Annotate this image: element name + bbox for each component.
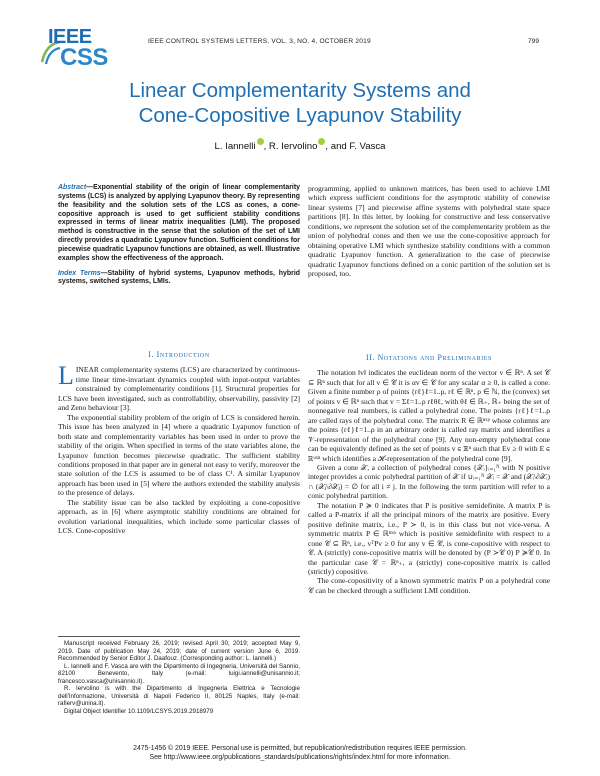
title-line-2: Cone-Copositive Lyapunov Stability (138, 104, 462, 127)
title-line-1: Linear Complementarity Systems and (129, 79, 471, 102)
abstract-text: —Exponential stability of the origin of linear complementarity systems (LCS) is analyzed by applying Lyapunov theory. By representing the feasibility and the solution sets of the LCS as cones, a cone-copositive approach is used to get sufficient stability conditions expressed in terms of linear matrix inequalities (LMI). The proposed method is constructive in the sense that the solution of the set of LMI directly provides a quadratic Lyapunov function. Sufficient conditions for piecewise quadratic Lyapunov functions are obtained, as well. Illustrative examples show the effectiveness of the approach. (58, 184, 300, 262)
index-terms (58, 270, 300, 288)
abstract (58, 184, 300, 287)
paragraph: programming, applied to unknown matrices, has been used to achieve LMI which express sufficient conditions for the asymptotic stability of conewise linear systems [7] and piecewise affine systems with polyhedral state space partitions [8]. In this letter, by looking for constructive and less conservative conditions, we represent the solution set of the complementarity problem as the union of polyhedral cones and then we use the cone-copositive approach for obtaining operative LMI which synthesize stability conditions with a common quadratic Lyapunov function. A generalization to the case of piecewise quadratic Lyapunov functions defined on a conic partition of the solution set is proposed, too. (308, 184, 550, 279)
paragraph: The notation P ≽ 0 indicates that P is positive semidefinite. A matrix P is called a P-matrix if all the principal minors of the matrix are positive. Every positive definite matrix, i.e., P ≻ 0, is in this class but not vice-versa. A symmetric matrix P ∈ ℝⁿˣⁿ which is positive semidefinite with respect to a cone 𝒞 ⊆ ℝⁿ, i.e., vᵀPv ≥ 0 for any v ∈ 𝒞, is cone-copositive with respect to 𝒞. A (strictly) cone-copositive matrix will be denoted by (P ≻𝒞 0) P ≽𝒞 0. In the particular case 𝒞 = ℝⁿ₊, a (strictly) cone-copositive matrix is called (strictly) copositive. (308, 500, 550, 576)
section-introduction (58, 350, 300, 536)
footnote-affiliation-2: R. Iervolino is with the Dipartimento di Ingegneria Elettrica e Tecnologie dell'Informazione, Università di Napoli Federico II, 80125 Naples, Italy (e-mail: rafierv@unina.it). (58, 685, 300, 707)
paper-title (40, 78, 560, 128)
orcid-icon[interactable] (257, 138, 264, 145)
paragraph: Given a cone 𝒳, a collection of polyhedral cones {𝒳ᵢ}ᵢ₌₁ᴺ with N positive integer provides a conic polyhedral partition of 𝒳 if ∪ᵢ₌₁ᴺ 𝒳ᵢ = 𝒳 and (𝒳ᵢ\∂𝒳ᵢ) ∩ (𝒳ⱼ\∂𝒳ⱼ) = ∅ for all i ≠ j. In the following the term partition will refer to a conic polyhedral partition. (308, 462, 550, 501)
page-number: 799 (528, 38, 540, 45)
paragraph-text: INEAR complementarity systems (LCS) are characterized by continuous-time linear time-invariant dynamics coupled with input-output variables constrained by complementarity conditions [1]. Structural properties for LCS have been investigated, such as controllability, observability, passivity [2] and Zeno behaviour [3]. (58, 365, 300, 413)
author-1: L. Iannelli (214, 141, 256, 153)
author-3: , and F. Vasca (325, 141, 386, 153)
section-heading: I. Introduction (148, 350, 210, 359)
copyright-line-2[interactable]: See http://www.ieee.org/publications_standards/publications/rights/index.html for more information. (149, 754, 451, 761)
section-notations (308, 353, 550, 595)
footnotes (58, 640, 300, 715)
author-list (40, 138, 560, 152)
footnote-manuscript: Manuscript received February 26, 2019; revised April 30, 2019; accepted May 9, 2019. Date of publication May 24, 2019; date of current version June 6, 2019. Recommended by Senior Editor J. Daafouz. (Corresponding author: L. Iannelli.) (58, 640, 300, 662)
footnote-doi[interactable]: Digital Object Identifier 10.1109/LCSYS.2019.2918979 (64, 707, 214, 715)
paragraph: The cone-copositivity of a known symmetric matrix P on a polyhedral cone 𝒞 can be checked through a sufficient LMI condition. (308, 576, 550, 595)
paragraph: The notation ‖v‖ indicates the euclidean norm of the vector v ∈ ℝⁿ. A set 𝒞 ⊆ ℝⁿ such that for all v ∈ 𝒞 it is αv ∈ 𝒞 for any scalar α ≥ 0, is called a cone. Given a finite number ρ of points {rℓ}ℓ=1..ρ, rℓ ∈ ℝⁿ, ρ ∈ ℕ, the (convex) set of points v ∈ ℝⁿ such that v = Σℓ=1..ρ rℓθℓ, with θℓ ∈ ℝ₊, ℝ₊ being the set of nonnegative real numbers, is called a polyhedral cone. The points {rℓ}ℓ=1..ρ are called rays of the polyhedral cone. The matrix R ∈ ℝⁿˣᵖ whose columns are the points {rℓ}ℓ=1..ρ in an arbitrary order is called ray matrix and identifies a 𝒱-representation of the polyhedral cone [9]. Any non-empty polyhedral cone can be equivalently defined as the set of points v ∈ ℝⁿ such that Ev ≥ 0 with E ∈ ℝᵘˣⁿ which identifies a ℋ-representation of the polyhedral cone [9]. (308, 368, 550, 463)
ieee-css-logo (40, 26, 110, 70)
running-head: IEEE CONTROL SYSTEMS LETTERS, VOL. 3, NO. 4, OCTOBER 2019 (148, 38, 371, 45)
author-2: , R. Iervolino (263, 141, 318, 153)
index-terms-text: —Stability of hybrid systems, Lyapunov methods, hybrid systems, switched systems, LMIs. (58, 269, 300, 286)
logo-ieee-text: IEEE (48, 26, 92, 48)
paragraph: The exponential stability problem of the origin of LCS is considered herein. This issue has been analyzed in [4] where a quadratic Lyapunov function of both state and complementarity variables has been used in order to prove the stability of the origin. When specified in terms of the state variables alone, the Lyapunov function becomes piecewise quadratic. The sufficient stability conditions proposed in that paper are in general not easy to verify, moreover the state solution of the LCS is assumed to be of class C¹. A similar Lyapunov approach has been used in [5] where the authors extended the stability analysis to the presence of delays. (58, 412, 300, 498)
paragraph (58, 361, 300, 413)
paragraph: The stability issue can be also tackled by exploiting a cone-copositive approach, as in [6] where asymptotic stability conditions are obtained for evolution variational inequalities, which include some particular classes of LCS. Cone-copositive (58, 497, 300, 536)
logo-css-text: CSS (60, 44, 108, 71)
abstract-label: Abstract (58, 184, 87, 191)
copyright-notice (40, 744, 560, 762)
drop-cap: L (58, 361, 74, 391)
footnote-rule (58, 636, 300, 637)
footnote-affiliation-1: L. Iannelli and F. Vasca are with the Dipartimento di Ingegneria, Università del Sannio, 82100 Benevento, Italy (e-mail: luigi.iannelli@unisannio.it; francesco.vasca@unisannio.it). (58, 662, 300, 685)
copyright-line-1: 2475-1456 © 2019 IEEE. Personal use is permitted, but republication/redistribution requires IEEE permission. (133, 745, 467, 752)
section-heading: II. Notations and Preliminaries (365, 353, 492, 362)
abstract-body (58, 184, 300, 264)
intro-continuation (308, 184, 550, 279)
index-terms-label: Index Terms (58, 269, 101, 277)
